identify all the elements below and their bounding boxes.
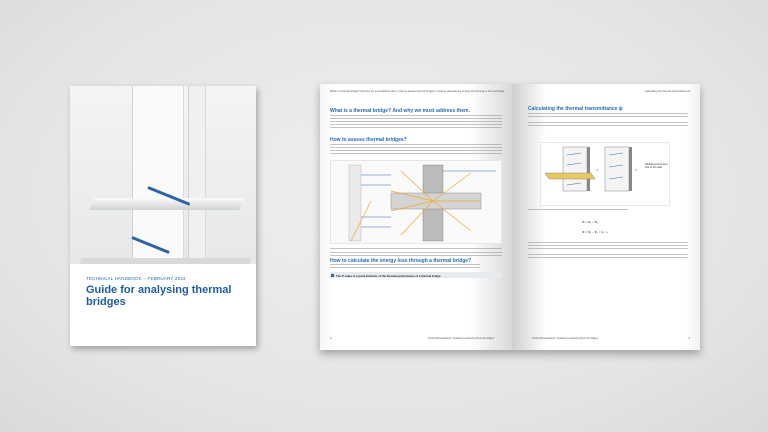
page-footer: Technical handbook | Guide for analysing thermal bridges: [428, 337, 494, 340]
heading-what-is: What is a thermal bridge? And why we must address them.: [330, 108, 470, 114]
callout-psi-value: The Ψ value is a good indicator of the thermal performance of a thermal bridge: [330, 272, 502, 278]
page-footer: Technical handbook | Guide for analysing thermal bridges: [532, 337, 598, 340]
running-head: What is a thermal bridge? And why we must address them | How to assess thermal bridges? | How to calculate the energy loss through a thermal bridge: [330, 90, 505, 93]
figure-thermal-transmittance: [540, 142, 670, 206]
equation-2: Φ = Φ₁ − Φ₂ = ψ · L: [582, 230, 609, 234]
heading-how-assess: How to assess thermal bridges?: [330, 137, 407, 143]
page-number: 3: [688, 336, 690, 340]
heading-calculating: Calculating the thermal transmittance ψ: [528, 106, 623, 112]
svg-text:=: =: [596, 167, 599, 172]
left-page: [320, 84, 512, 350]
equation-1: Φ = Φ₁ − Φ₂: [582, 220, 599, 224]
open-handbook-spread: [320, 84, 700, 350]
cover-kicker: TECHNICAL HANDBOOK – FEBRUARY 2024: [86, 276, 186, 281]
svg-text:=: =: [635, 167, 638, 172]
running-head: Calculating the thermal transmittance ψ: [644, 90, 690, 93]
handbook-cover: [70, 86, 256, 346]
page-number: 2: [330, 336, 332, 340]
right-page: [512, 84, 700, 350]
cover-title: Guide for analysing thermal bridges: [86, 284, 232, 308]
figure-label: Additional heat loss due to the slab: [645, 163, 668, 169]
cover-title-area: [70, 264, 256, 346]
heading-energy-loss: How to calculate the energy loss through a thermal bridge?: [330, 258, 472, 264]
figure-heat-flow-diagram: [330, 160, 502, 244]
cover-image-balcony-connection: [70, 86, 256, 264]
